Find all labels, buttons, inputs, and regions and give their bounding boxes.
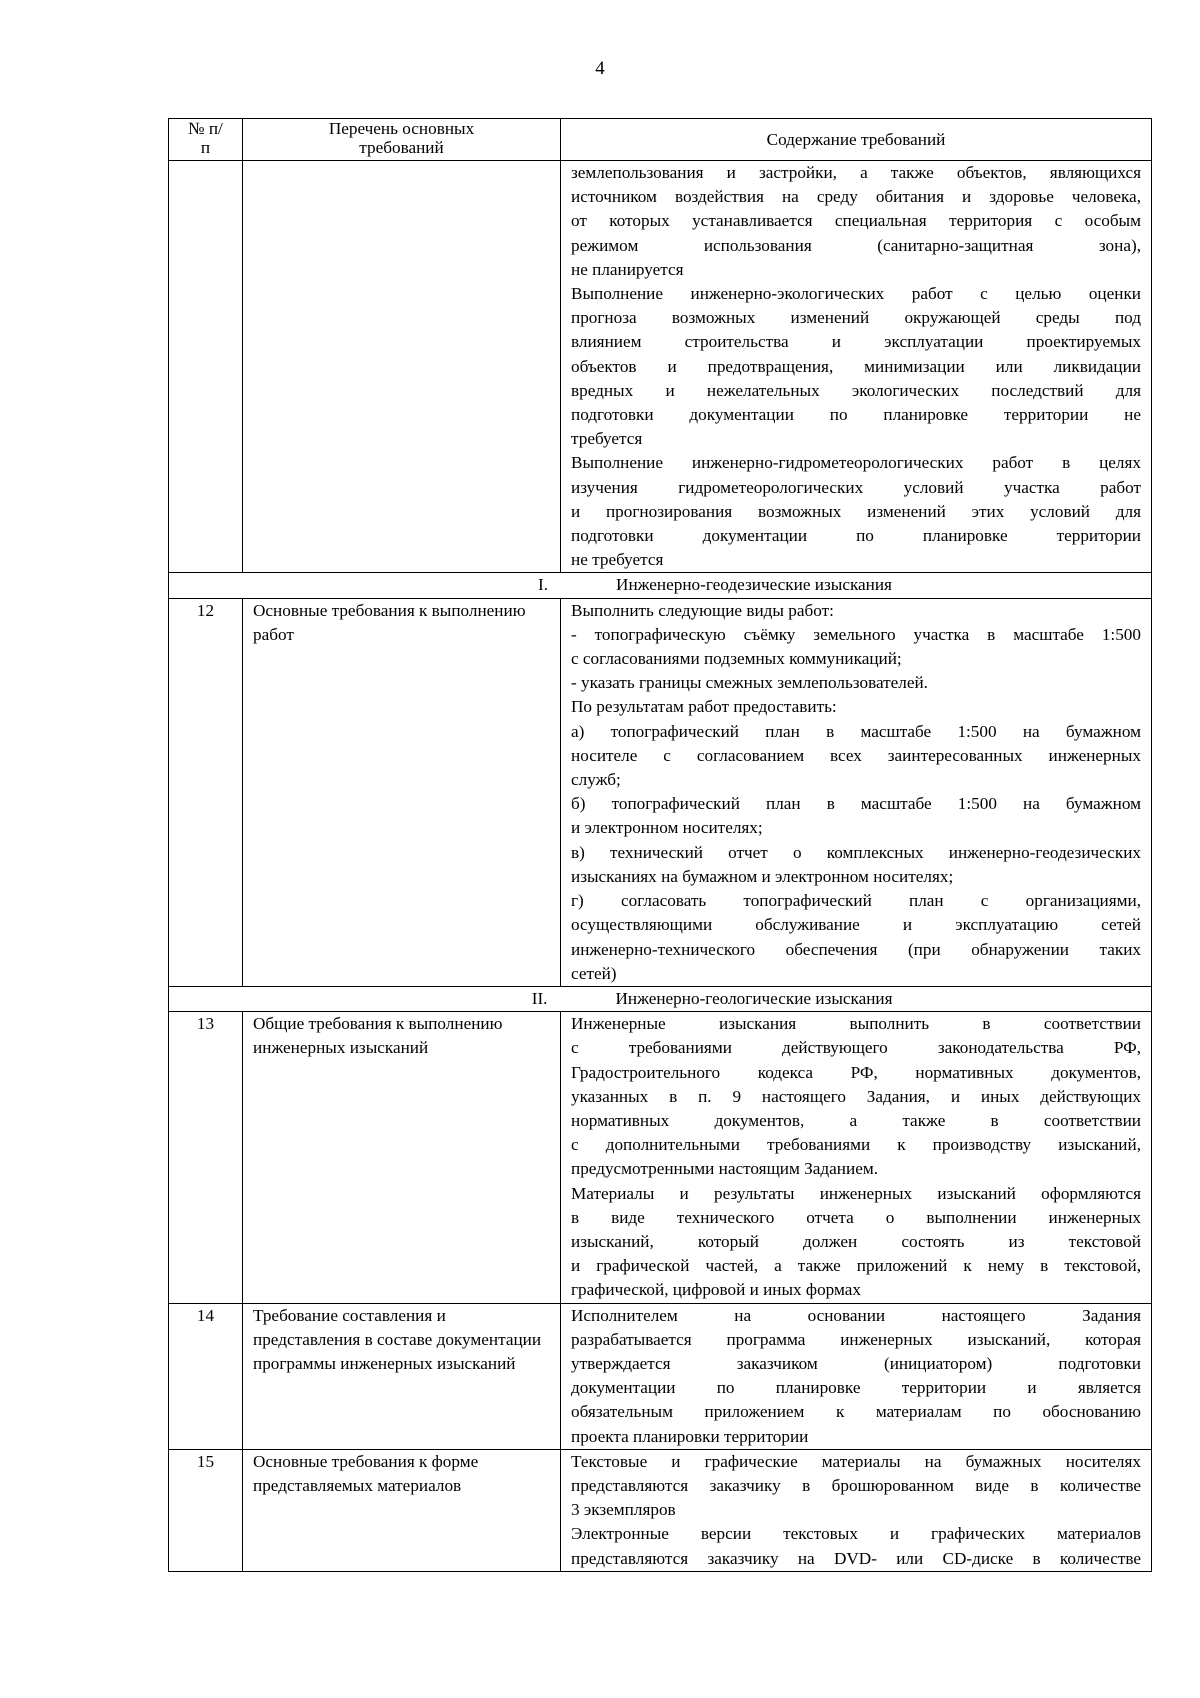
content-line: документации по планировке территории и является	[571, 1378, 1141, 1398]
content-line: указанных в п. 9 настоящего Задания, и иных действующих	[571, 1086, 1141, 1106]
content-line: с дополнительными требованиями к производству изысканий,	[571, 1135, 1141, 1155]
content-line: осуществляющими обслуживание и эксплуатацию сетей	[571, 915, 1141, 935]
table-row-13	[169, 1012, 1152, 1303]
header-content: Содержание требований	[561, 119, 1152, 161]
content-line: в) технический отчет о комплексных инженерно-геодезических	[571, 842, 1141, 862]
content-lines	[571, 161, 1141, 572]
content-line: Выполнение инженерно-гидрометеорологических работ в целях	[571, 453, 1141, 473]
content-line: с согласованиями подземных коммуникаций;	[571, 649, 902, 669]
content-line: графической, цифровой и иных формах	[571, 1280, 861, 1300]
content-line: от которых устанавливается специальная территория с особым	[571, 211, 1141, 231]
content-lines	[571, 1450, 1141, 1571]
table-row-14	[169, 1303, 1152, 1449]
content-line: представляются заказчику на DVD- или CD-диске в количестве	[571, 1548, 1141, 1568]
page-number: 4	[595, 58, 605, 79]
header-num: № п/п	[169, 119, 243, 161]
section-row-geological	[169, 986, 1152, 1011]
content-line: б) топографический план в масштабе 1:500 на бумажном	[571, 794, 1141, 814]
cell-num: 12	[169, 598, 243, 986]
content-line: землепользования и застройки, а также объектов, являющихся	[571, 163, 1141, 182]
content-line: По результатам работ предоставить:	[571, 697, 837, 717]
content-line: - указать границы смежных землепользователей.	[571, 673, 928, 693]
cell-title	[243, 161, 561, 573]
content-line: сетей)	[571, 963, 617, 983]
table-header-row	[169, 119, 1152, 161]
content-line: служб;	[571, 770, 621, 790]
content-lines	[571, 599, 1141, 986]
content-line: Электронные версии текстовых и графических материалов	[571, 1524, 1141, 1544]
content-line: изысканиях на бумажном и электронном носителях;	[571, 866, 954, 886]
content-line: Инженерные изыскания выполнить в соответствии	[571, 1014, 1141, 1034]
content-line: обязательным приложением к материалам по обоснованию	[571, 1402, 1141, 1422]
requirements-table	[168, 118, 1152, 1572]
section-title: Инженерно-геологические изыскания	[615, 988, 893, 1008]
cell-content	[561, 161, 1152, 573]
content-line: представляются заказчику в брошюрованном виде в количестве	[571, 1475, 1141, 1495]
content-line: изучения гидрометеорологических условий участка работ	[571, 477, 1141, 497]
cell-content	[561, 1449, 1152, 1571]
content-line: Выполнить следующие виды работ:	[571, 600, 834, 620]
cell-content	[561, 1303, 1152, 1449]
table-row-15	[169, 1449, 1152, 1571]
content-line: разрабатывается программа инженерных изысканий, которая	[571, 1329, 1141, 1349]
content-line: предусмотренными настоящим Заданием.	[571, 1159, 878, 1179]
content-line: а) топографический план в масштабе 1:500 на бумажном	[571, 721, 1141, 741]
cell-content	[561, 1012, 1152, 1303]
table-row-12	[169, 598, 1152, 986]
content-line: вредных и нежелательных экологических последствий для	[571, 380, 1141, 400]
cell-title: Основные требования к форме представляемых материалов	[243, 1449, 561, 1571]
cell-content	[561, 598, 1152, 986]
cell-title: Требование составления и представления в составе документации программы инженерных изысканий	[243, 1303, 561, 1449]
content-lines	[571, 1012, 1141, 1302]
table-row-continuation	[169, 161, 1152, 573]
content-line: не планируется	[571, 259, 684, 279]
content-line: и графической частей, а также приложений к нему в текстовой,	[571, 1256, 1141, 1276]
cell-num: 13	[169, 1012, 243, 1303]
content-line: носителе с согласованием всех заинтересованных инженерных	[571, 745, 1141, 765]
section-number: I.	[538, 575, 549, 595]
content-line: утверждается заказчиком (инициатором) подготовки	[571, 1353, 1141, 1373]
content-line: Выполнение инженерно-экологических работ с целью оценки	[571, 284, 1141, 304]
cell-num: 14	[169, 1303, 243, 1449]
content-line: в виде технического отчета о выполнении инженерных	[571, 1207, 1141, 1227]
section-number: II.	[531, 988, 548, 1008]
content-line: инженерно-технического обеспечения (при обнаружении таких	[571, 939, 1141, 959]
content-line: и электронном носителях;	[571, 818, 763, 838]
content-line: г) согласовать топографический план с организациями,	[571, 891, 1141, 911]
content-line: источником воздействия на среду обитания и здоровье человека,	[571, 187, 1141, 207]
content-line: Материалы и результаты инженерных изысканий оформляются	[571, 1183, 1141, 1203]
content-line: - топографическую съёмку земельного участка в масштабе 1:500	[571, 624, 1141, 644]
content-line: не требуется	[571, 550, 664, 570]
content-line: с требованиями действующего законодательства РФ,	[571, 1038, 1141, 1058]
cell-title: Общие требования к выполнению инженерных изысканий	[243, 1012, 561, 1303]
content-line: подготовки документации по планировке территории не	[571, 405, 1141, 425]
section-row-geodetic	[169, 573, 1152, 598]
cell-num: 15	[169, 1449, 243, 1571]
content-line: 3 экземпляров	[571, 1500, 676, 1520]
content-line: влиянием строительства и эксплуатации проектируемых	[571, 332, 1141, 352]
content-line: нормативных документов, а также в соответствии	[571, 1110, 1141, 1130]
content-line: изысканий, который должен состоять из текстовой	[571, 1231, 1141, 1251]
content-line: Текстовые и графические материалы на бумажных носителях	[571, 1451, 1141, 1471]
content-line: Исполнителем на основании настоящего Задания	[571, 1305, 1141, 1325]
content-line: требуется	[571, 429, 643, 449]
content-line: режимом использования (санитарно-защитная зона),	[571, 235, 1141, 255]
content-line: прогноза возможных изменений окружающей среды под	[571, 308, 1141, 328]
content-line: и прогнозирования возможных изменений этих условий для	[571, 501, 1141, 521]
content-line: подготовки документации по планировке территории	[571, 526, 1141, 546]
header-list: Перечень основных требований	[243, 119, 561, 161]
cell-title: Основные требования к выполнению работ	[243, 598, 561, 986]
content-lines	[571, 1304, 1141, 1449]
content-line: Градостроительного кодекса РФ, нормативных документов,	[571, 1062, 1141, 1082]
content-line: проекта планировки территории	[571, 1426, 809, 1446]
section-title: Инженерно-геодезические изыскания	[616, 575, 892, 595]
cell-num	[169, 161, 243, 573]
content-line: объектов и предотвращения, минимизации или ликвидации	[571, 356, 1141, 376]
